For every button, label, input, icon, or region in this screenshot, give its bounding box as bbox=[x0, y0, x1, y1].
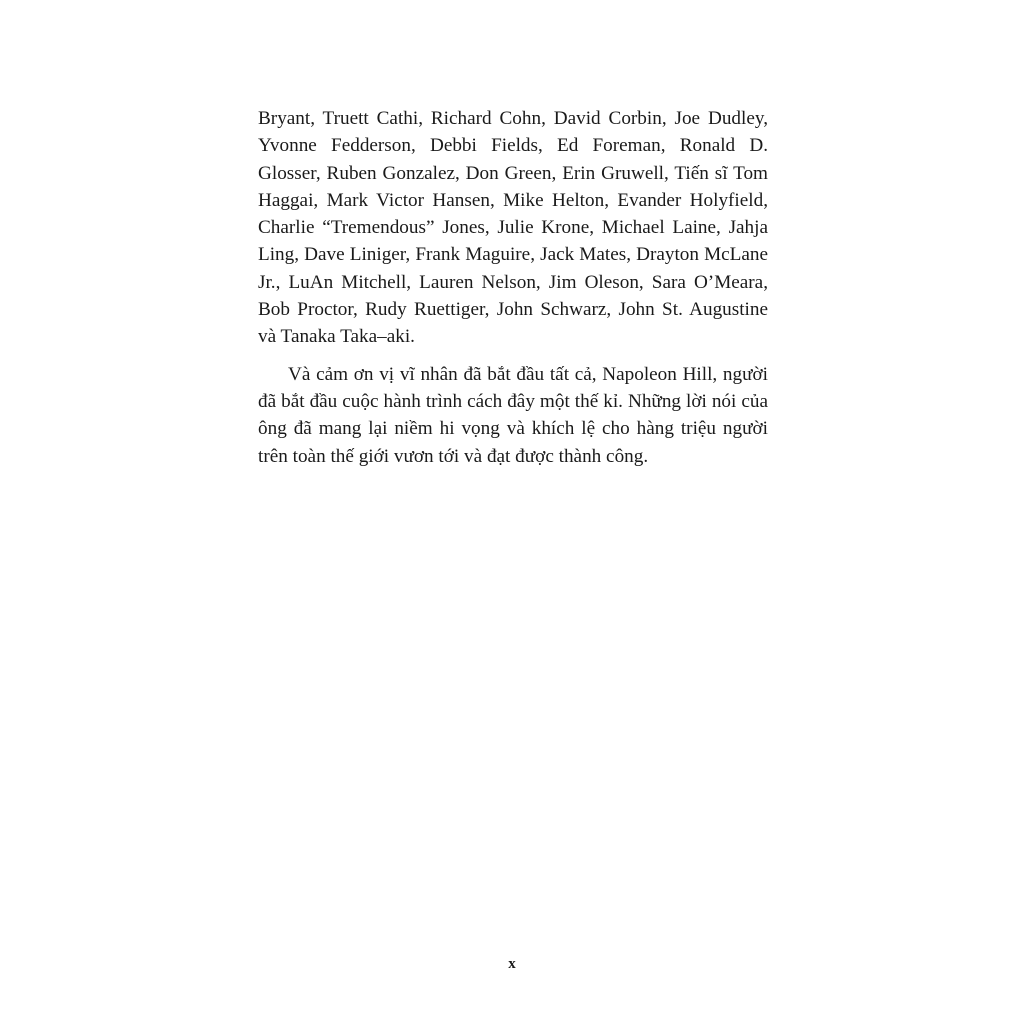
page-number: x bbox=[508, 956, 516, 972]
body-text bbox=[258, 105, 768, 470]
napoleon-hill-thanks-paragraph: Và cảm ơn vị vĩ nhân đã bắt đầu tất cả, Napoleon Hill, người đã bắt đầu cuộc hành trình cách đây một thế kỉ. Những lời nói của ông đã mang lại niềm hi vọng và khích lệ cho hàng triệu người trên toàn thế giới vươn tới và đạt được thành công. bbox=[258, 363, 768, 467]
acknowledgement-names-paragraph: Bryant, Truett Cathi, Richard Cohn, David Corbin, Joe Dudley, Yvonne Fedderson, Debbi Fields, Ed Foreman, Ronald D. Glosser, Ruben Gonzalez, Don Green, Erin Gruwell, Tiến sĩ Tom Haggai, Mark Victor Hansen, Mike Helton, Evander Holyfield, Charlie “Tremendous” Jones, Julie Krone, Michael Laine, Jahja Ling, Dave Liniger, Frank Maguire, Jack Mates, Drayton McLane Jr., LuAn Mitchell, Lauren Nelson, Jim Oleson, Sara O’Meara, Bob Proctor, Rudy Ruettiger, John Schwarz, John St. Augustine và Tanaka Taka–aki. bbox=[258, 108, 768, 348]
